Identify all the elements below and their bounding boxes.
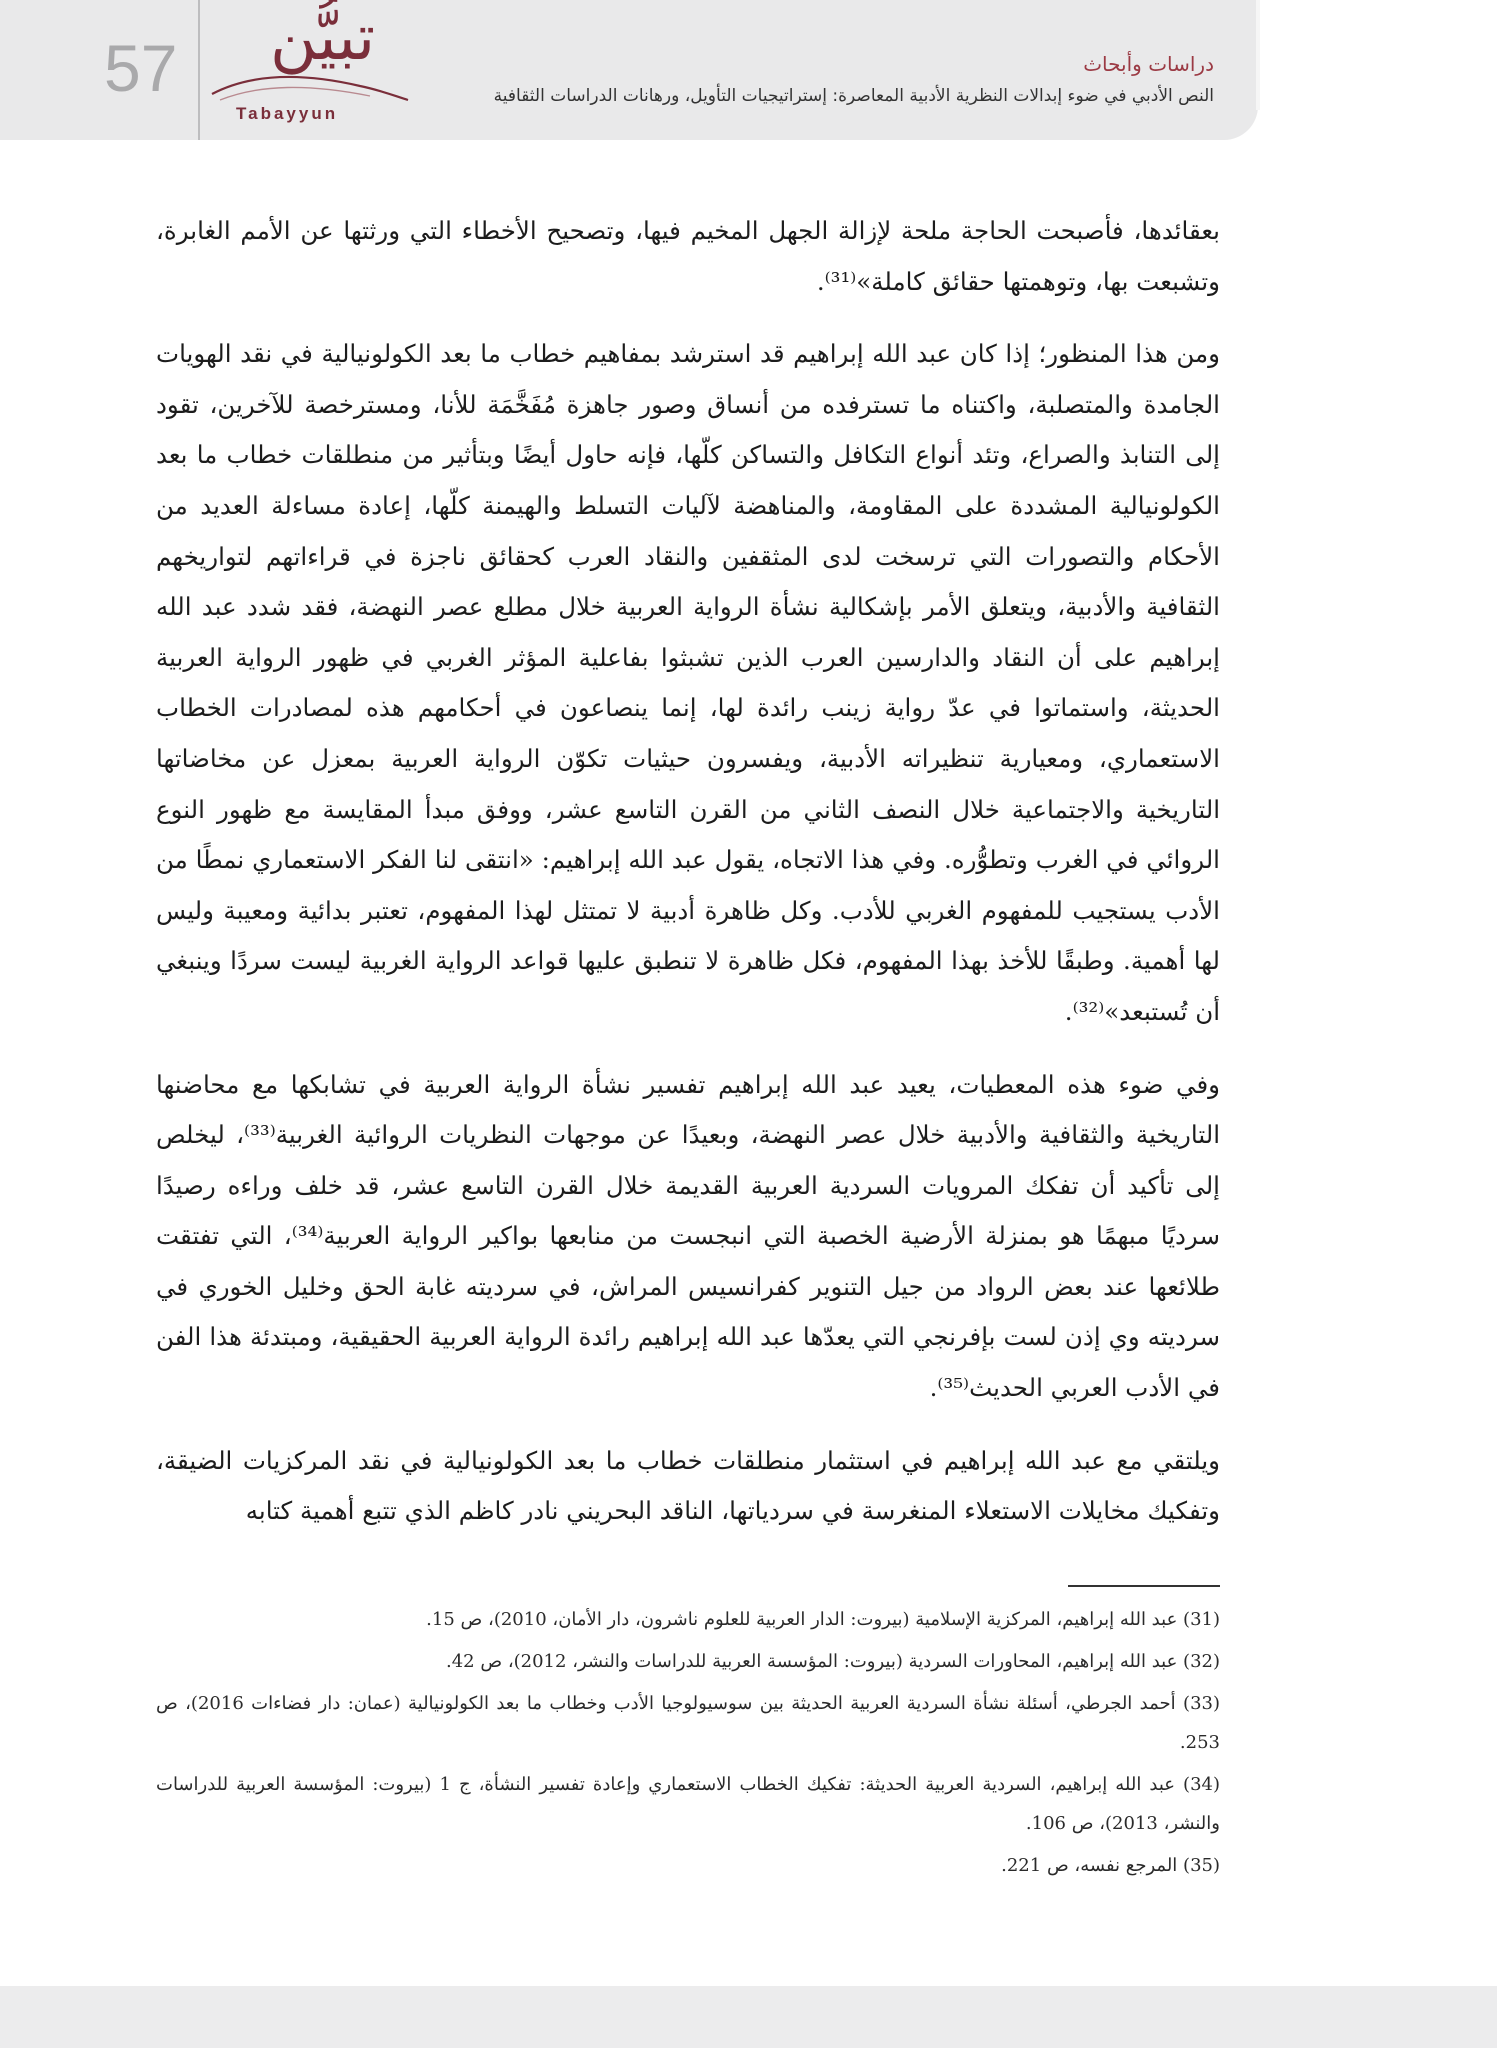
paragraph: ويلتقي مع عبد الله إبراهيم في استثمار منطلقات خطاب ما بعد الكولونيالية في نقد المركزيات الضيقة، وتفكيك مخايلات الاستعلاء المنغرسة في سردياتها، الناقد البحريني نادر كاظم الذي تتبع أهمية كتابه	[156, 1445, 1220, 1526]
footnotes	[156, 1600, 1220, 1888]
footer-band	[0, 1986, 1497, 2048]
footnote-separator	[1068, 1585, 1220, 1587]
paragraph: بعقائدها، فأصبحت الحاجة ملحة لإزالة الجهل المخيم فيها، وتصحيح الأخطاء التي ورثتها عن الأمم الغابرة، وتشبعت بها، وتوهمتها حقائق كاملة»⁽³¹⁾.	[156, 216, 1220, 296]
header-divider	[198, 0, 200, 140]
footnote: (34) عبد الله إبراهيم، السردية العربية الحديثة: تفكيك الخطاب الاستعماري وإعادة تفسير النشأة، ج 1 (بيروت: المؤسسة العربية للدراسات والنشر، 2013)، ص 106.	[156, 1774, 1220, 1834]
paragraph: وفي ضوء هذه المعطيات، يعيد عبد الله إبراهيم تفسير نشأة الرواية العربية في تشابكها مع محاضنها التاريخية والثقافية والأدبية خلال عصر النهضة، وبعيدًا عن موجهات النظريات الروائية الغربية⁽³³⁾، ليخلص إلى تأكيد أن تفكك المرويات السردية العربية القديمة خلال القرن التاسع عشر، قد خلف وراءه رصيدًا سرديًا مبهمًا هو بمنزلة الأرضية الخصبة التي انبجست من منابعها بواكير الرواية العربية⁽³⁴⁾، التي تفتقت طلائعها عند بعض الرواد من جيل التنوير كفرانسيس المراش، في سرديته غابة الحق وخليل الخوري في سرديته وي إذن لست بإفرنجي التي يعدّها عبد الله إبراهيم رائدة الرواية العربية الحقيقية، ومبتدئة هذا الفن في الأدب العربي الحديث⁽³⁵⁾.	[156, 1069, 1221, 1403]
paragraph: ومن هذا المنظور؛ إذا كان عبد الله إبراهيم قد استرشد بمفاهيم خطاب ما بعد الكولونيالية في نقد الهويات الجامدة والمتصلبة، واكتناه ما تسترفده من أنساق وصور جاهزة مُفَخَّمَة للأنا، ومسترخصة للآخرين، تقود إلى التنابذ والصراع، وتئد أنواع التكافل والتساكن كلّها، فإنه حاول أيضًا وبتأثير من منطلقات خطاب ما بعد الكولونيالية المشددة على المقاومة، والمناهضة لآليات التسلط والهيمنة كلّها، إعادة مساءلة العديد من الأحكام والتصورات التي ترسخت لدى المثقفين والنقاد العرب كحقائق ناجزة في قراءاتهم لتواريخهم الثقافية والأدبية، ويتعلق الأمر بإشكالية نشأة الرواية العربية خلال مطلع عصر النهضة، فقد شدد عبد الله إبراهيم على أن النقاد والدارسين العرب الذين تشبثوا بفاعلية المؤثر الغربي في ظهور الرواية العربية الحديثة، واستماتوا في عدّ رواية زينب رائدة لها، إنما ينصاعون في أحكامهم هذه لمصادرات الخطاب الاستعماري، ومعيارية تنظيراته الأدبية، ويفسرون حيثيات تكوّن الرواية العربية بمعزل عن مخاضاتها التاريخية والاجتماعية خلال النصف الثاني من القرن التاسع عشر، ووفق مبدأ المقايسة مع ظهور النوع الروائي في الغرب وتطوُّره. وفي هذا الاتجاه، يقول عبد الله إبراهيم: «انتقى لنا الفكر الاستعماري نمطًا من الأدب يستجيب للمفهوم الغربي للأدب. وكل ظاهرة أدبية لا تمتثل لهذا المفهوم، تعتبر بدائية ومعيبة وليس لها أهمية. وطبقًا للأخذ بهذا المفهوم، فكل ظاهرة لا تنطبق عليها قواعد الرواية الغربية ليست سردًا وينبغي أن تُستبعد»⁽³²⁾.	[156, 339, 1220, 1026]
body-text	[156, 206, 1220, 1559]
page-number: 57	[104, 31, 178, 105]
section-label: دراسات وأبحاث	[1083, 52, 1214, 76]
footnote: (32) عبد الله إبراهيم، المحاورات السردية (بيروت: المؤسسة العربية للدراسات والنشر، 2012)، ص 42.	[445, 1651, 1220, 1672]
running-title: النص الأدبي في ضوء إبدالات النظرية الأدبية المعاصرة: إستراتيجيات التأويل، ورهانات الدراسات الثقافية	[493, 86, 1214, 106]
footnote: (35) المرجع نفسه، ص 221.	[1001, 1855, 1220, 1876]
header-edge	[1256, 0, 1260, 110]
logo-arabic-text: تبيُّن	[270, 1, 376, 75]
journal-logo	[210, 1, 410, 132]
logo-latin-text: Tabayyun	[236, 104, 339, 123]
footnote: (33) أحمد الجرطي، أسئلة نشأة السردية العربية الحديثة بين سوسيولوجيا الأدب وخطاب ما بعد الكولونيالية (عمان: دار فضاءات 2016)، ص 253.	[156, 1693, 1220, 1753]
footnote: (31) عبد الله إبراهيم، المركزية الإسلامية (بيروت: الدار العربية للعلوم ناشرون، دار الأمان، 2010)، ص 15.	[426, 1609, 1220, 1630]
